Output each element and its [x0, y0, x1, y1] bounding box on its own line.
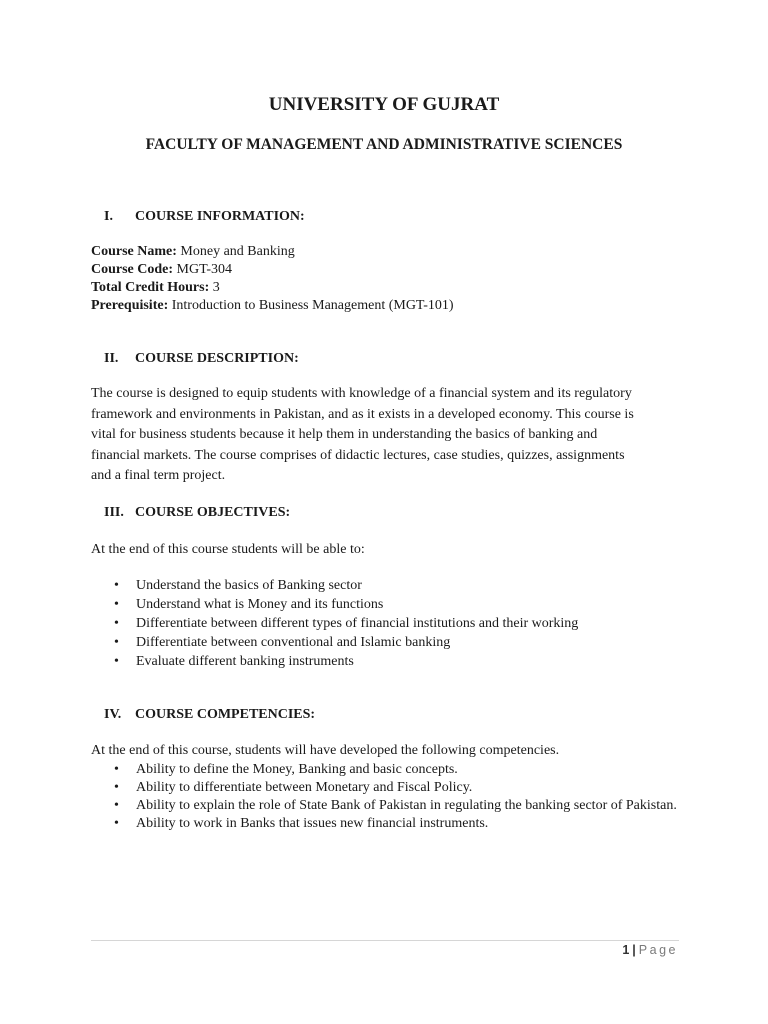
- prerequisite-label: Prerequisite:: [91, 298, 169, 313]
- list-item: • Understand the basics of Banking sector: [91, 576, 578, 595]
- footer-separator: |: [632, 943, 636, 957]
- section-heading-course-description: [104, 351, 299, 367]
- section-title: COURSE COMPETENCIES:: [135, 707, 316, 722]
- course-information-block: [91, 243, 454, 315]
- course-name-row: [91, 243, 454, 261]
- footer-divider: [91, 940, 679, 941]
- list-item: • Ability to differentiate between Monetary and Fiscal Policy.: [91, 779, 677, 797]
- description-line: vital for business students because it help them in understanding the basics of banking and: [91, 427, 598, 442]
- section-number: II.: [104, 351, 119, 366]
- course-description-paragraph: [91, 384, 681, 487]
- list-item: • Understand what is Money and its functions: [91, 595, 578, 614]
- list-item: • Ability to define the Money, Banking and basic concepts.: [91, 761, 677, 779]
- university-title: UNIVERSITY OF GUJRAT: [268, 94, 500, 115]
- page-number: 1: [622, 943, 630, 957]
- list-item: • Ability to explain the role of State Bank of Pakistan in regulating the banking sector of Pakistan.: [91, 797, 677, 815]
- description-line: The course is designed to equip students with knowledge of a financial system and its regulatory: [91, 386, 632, 401]
- section-title: COURSE INFORMATION:: [135, 209, 305, 224]
- section-number: I.: [104, 209, 113, 224]
- section-heading-course-information: [104, 209, 305, 225]
- credit-hours-label: Total Credit Hours:: [91, 280, 210, 295]
- description-line: framework and environments in Pakistan, and as it exists in a developed economy. This course is: [91, 406, 634, 422]
- section-title: COURSE OBJECTIVES:: [135, 505, 291, 520]
- section-title: COURSE DESCRIPTION:: [135, 351, 299, 366]
- page-word: Page: [638, 943, 678, 957]
- course-code-row: [91, 261, 454, 279]
- list-item: • Differentiate between different types of financial institutions and their working: [91, 614, 578, 633]
- course-name-label: Course Name:: [91, 244, 177, 259]
- prerequisite-row: [91, 297, 454, 315]
- section-number: IV.: [104, 707, 122, 722]
- objectives-intro: At the end of this course students will be able to:: [91, 542, 365, 557]
- page-footer: [622, 943, 678, 957]
- credit-hours-row: [91, 279, 454, 297]
- list-item: • Ability to work in Banks that issues new financial instruments.: [91, 815, 677, 833]
- credit-hours-value: 3: [209, 280, 220, 295]
- section-number: III.: [104, 505, 124, 520]
- section-heading-course-objectives: [104, 505, 290, 521]
- course-name-value: Money and Banking: [176, 244, 295, 259]
- faculty-title: FACULTY OF MANAGEMENT AND ADMINISTRATIVE SCIENCES: [145, 136, 623, 153]
- competencies-intro: At the end of this course, students will have developed the following competencies.: [91, 743, 560, 758]
- competencies-list: [91, 761, 677, 833]
- course-code-label: Course Code:: [91, 262, 174, 277]
- list-item: • Differentiate between conventional and Islamic banking: [91, 633, 578, 652]
- prerequisite-value: Introduction to Business Management (MGT-101): [168, 298, 454, 313]
- description-line: and a final term project.: [91, 468, 226, 483]
- description-line: financial markets. The course comprises of didactic lectures, case studies, quizzes, assignments: [91, 447, 625, 463]
- course-code-value: MGT-304: [173, 262, 233, 277]
- list-item: • Evaluate different banking instruments: [91, 652, 578, 671]
- objectives-list: [91, 576, 578, 671]
- section-heading-course-competencies: [104, 707, 315, 723]
